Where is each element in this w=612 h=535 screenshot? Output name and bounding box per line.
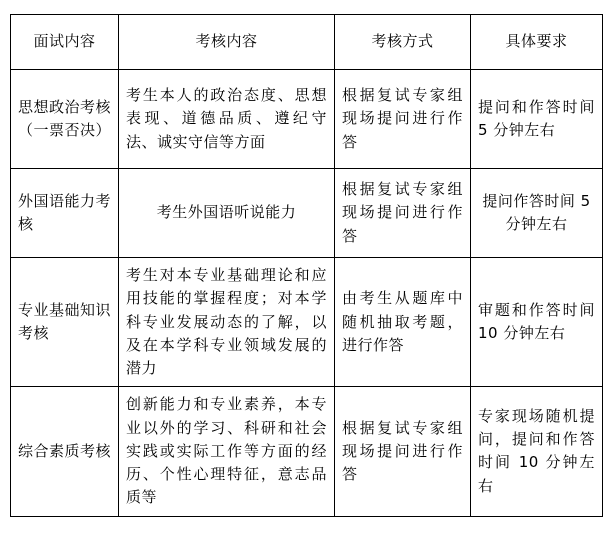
cell-specific-requirement: 审题和作答时间 10 分钟左右 [471,258,603,387]
header-cell-assessment-content: 考核内容 [119,15,335,70]
cell-assessment-method: 根据复试专家组现场提问进行作答 [335,169,471,258]
top-margin [0,0,612,14]
header-cell-interview-content: 面试内容 [11,15,119,70]
cell-assessment-content: 考生本人的政治态度、思想表现、道德品质、遵纪守法、诚实守信等方面 [119,70,335,169]
table-header-row [11,15,603,70]
cell-interview-content: 外国语能力考核 [11,169,119,258]
cell-assessment-method: 根据复试专家组现场提问进行作答 [335,387,471,516]
cell-specific-requirement: 专家现场随机提问，提问和作答时间 10 分钟左右 [471,387,603,516]
interview-assessment-table [10,14,603,517]
cell-assessment-method: 根据复试专家组现场提问进行作答 [335,70,471,169]
cell-assessment-content: 创新能力和专业素养，本专业以外的学习、科研和社会实践或实际工作等方面的经历、个性心理特征，意志品质等 [119,387,335,516]
cell-assessment-content: 考生外国语听说能力 [119,169,335,258]
table-row [11,258,603,387]
table-row [11,70,603,169]
cell-assessment-method: 由考生从题库中随机抽取考题，进行作答 [335,258,471,387]
cell-interview-content: 综合素质考核 [11,387,119,516]
table-body [11,70,603,517]
table-header [11,15,603,70]
cell-specific-requirement: 提问作答时间 5 分钟左右 [471,169,603,258]
header-cell-assessment-method: 考核方式 [335,15,471,70]
cell-specific-requirement: 提问和作答时间 5 分钟左右 [471,70,603,169]
table-row [11,387,603,516]
cell-interview-content: 思想政治考核（一票否决） [11,70,119,169]
header-cell-specific-requirement: 具体要求 [471,15,603,70]
table-row [11,169,603,258]
cell-interview-content: 专业基础知识考核 [11,258,119,387]
cell-assessment-content: 考生对本专业基础理论和应用技能的掌握程度；对本学科专业发展动态的了解，以及在本学科专业领域发展的潜力 [119,258,335,387]
